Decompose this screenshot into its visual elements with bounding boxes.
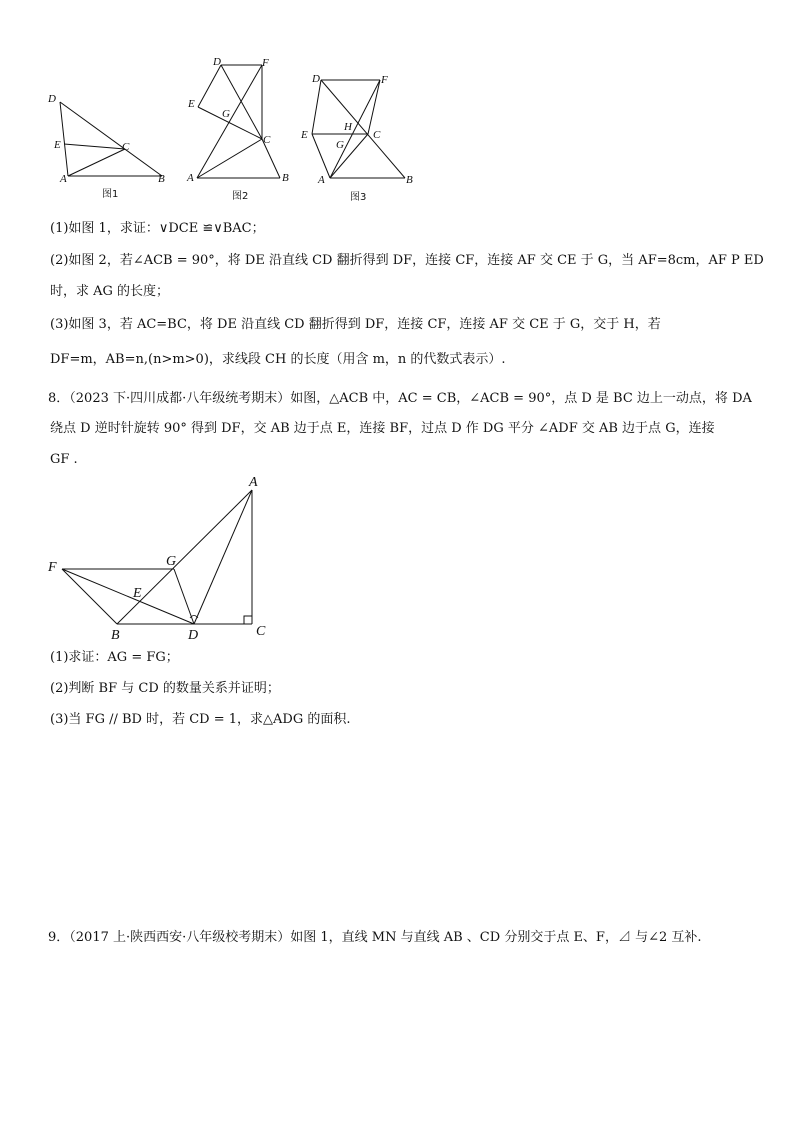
point-label-B: B: [158, 173, 165, 185]
figure-1-caption: 图1: [102, 189, 119, 200]
segment-DB: [321, 80, 405, 178]
segment-DA: [60, 102, 68, 176]
problem-8-stem-line-1: 8．（2023 下·四川成都·八年级统考期末）如图，△ACB 中，AC = CB，∠ACB = 90°，点 D 是 BC 边上一动点，将 DA: [48, 391, 752, 406]
figure-2: [180, 55, 295, 203]
figure-problem-8: [44, 470, 284, 645]
point-label-C: C: [373, 129, 381, 141]
segment-EC: [198, 107, 262, 139]
point-label-E: E: [301, 129, 308, 141]
right-angle-mark-C: [244, 616, 252, 624]
point-label-F: F: [262, 57, 269, 69]
point-label-G: G: [336, 139, 344, 151]
point-label-B: B: [111, 628, 120, 643]
point-label-C: C: [122, 141, 130, 153]
segment-DE: [198, 65, 221, 107]
problem-8-stem-line-2: 绕点 D 逆时针旋转 90° 得到 DF，交 AB 边于点 E，连接 BF，过点 D 作 DG 平分 ∠ADF 交 AB 边于点 G，连接: [50, 421, 715, 436]
problem-7-question-1: (1)如图 1，求证：∨DCE ≌∨BAC；: [50, 221, 265, 236]
segment-FD: [62, 569, 194, 624]
problem-8-stem-line-3: GF .: [50, 452, 78, 467]
point-label-A: A: [60, 173, 67, 185]
point-label-A: A: [249, 475, 258, 490]
point-label-A: A: [187, 172, 194, 184]
point-label-F: F: [381, 74, 388, 86]
point-label-H: H: [344, 121, 352, 133]
point-label-D: D: [48, 93, 56, 105]
problem-8-question-1: (1)求证：AG = FG；: [50, 650, 179, 665]
point-label-D: D: [312, 73, 320, 85]
problem-8-question-3: (3)当 FG // BD 时，若 CD = 1，求△ADG 的面积.: [50, 712, 351, 727]
segment-FB: [62, 569, 117, 624]
point-label-E: E: [133, 586, 142, 601]
point-label-E: E: [188, 98, 195, 110]
point-label-G: G: [166, 554, 177, 569]
figure-3-caption: 图3: [350, 192, 367, 203]
problem-7-question-3-line-1: (3)如图 3，若 AC=BC，将 DE 沿直线 CD 翻折得到 DF，连接 CF，连接 AF 交 CE 于 G，交于 H，若: [50, 317, 661, 332]
point-label-B: B: [406, 174, 413, 186]
point-label-B: B: [282, 172, 289, 184]
segment-DB: [60, 102, 162, 176]
segment-EA: [312, 134, 330, 178]
segment-GD: [174, 569, 194, 624]
segment-FC: [368, 80, 380, 134]
segment-EC: [64, 144, 125, 149]
problem-8-question-2: (2)判断 BF 与 CD 的数量关系并证明；: [50, 681, 280, 696]
segment-AC: [197, 139, 262, 178]
point-label-C: C: [263, 134, 271, 146]
figure-problem-8-svg: [44, 470, 284, 645]
segment-DE: [312, 80, 321, 134]
point-label-D: D: [213, 56, 221, 68]
point-label-F: F: [48, 560, 57, 575]
figure-1: [40, 88, 170, 200]
figure-1-svg: [40, 88, 170, 200]
segment-AB: [117, 490, 252, 624]
segment-AD: [194, 490, 252, 624]
figure-2-svg: [180, 55, 295, 203]
figure-3-svg: [300, 70, 420, 204]
point-label-G: G: [222, 108, 230, 120]
figure-2-caption: 图2: [232, 191, 249, 202]
point-label-D: D: [188, 628, 199, 643]
point-label-E: E: [54, 139, 61, 151]
point-label-C: C: [256, 624, 266, 639]
segment-AC: [68, 149, 125, 176]
problem-7-question-3-line-2: DF=m，AB=n,(n>m>0)，求线段 CH 的长度（用含 m，n 的代数式表示）.: [50, 352, 506, 367]
problem-7-question-2-line-1: (2)如图 2，若∠ACB = 90°，将 DE 沿直线 CD 翻折得到 DF，连接 CF，连接 AF 交 CE 于 G，当 AF=8cm，AF P ED: [50, 253, 764, 268]
problem-9-stem: 9．（2017 上·陕西西安·八年级校考期末）如图 1，直线 MN 与直线 AB 、CD 分别交于点 E、F，⊿ 与∠2 互补.: [48, 930, 702, 945]
point-label-A: A: [318, 174, 325, 186]
problem-7-question-2-line-2: 时，求 AG 的长度；: [50, 284, 170, 299]
figure-3: [300, 70, 420, 204]
